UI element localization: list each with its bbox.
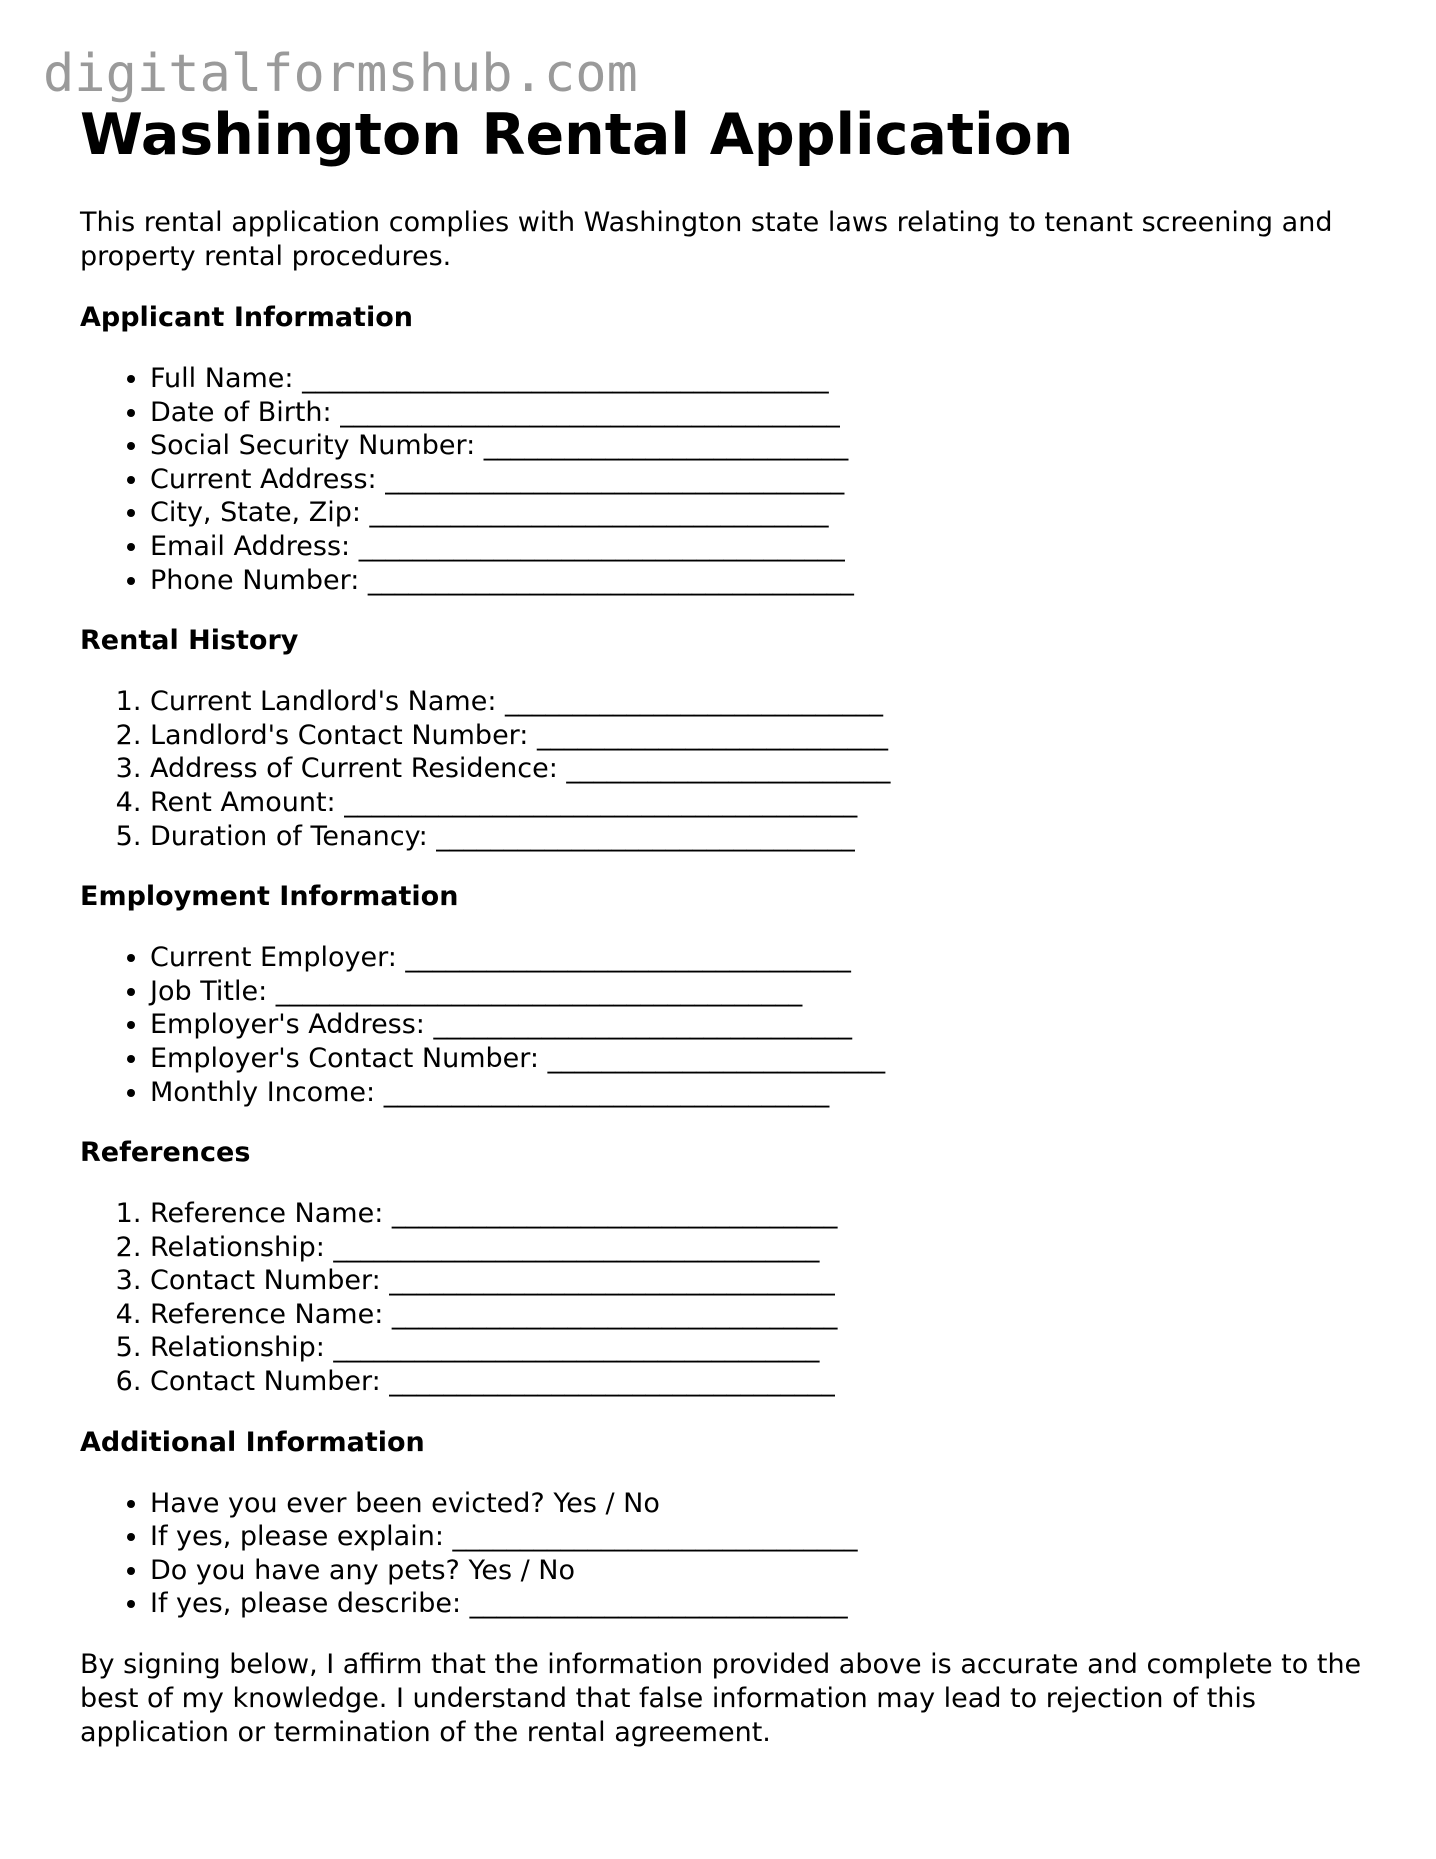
applicant-list	[80, 362, 1380, 597]
field-eviction-explanation: • If yes, please explain: ______________________________	[150, 1520, 1380, 1554]
document-body	[80, 100, 1380, 1750]
field-email: • Email Address: ____________________________________	[150, 530, 1380, 564]
section-heading-employment: Employment Information	[80, 881, 459, 913]
field-city-state-zip: • City, State, Zip: __________________________________	[150, 496, 1380, 530]
employment-list	[80, 941, 1380, 1109]
page-title: Washington Rental Application	[80, 102, 1074, 168]
references-list	[80, 1197, 1380, 1399]
field-pets-description: • If yes, please describe: ____________________________	[150, 1587, 1380, 1621]
field-employer-contact: • Employer's Contact Number: _________________________	[150, 1042, 1380, 1076]
field-reference-name-1: 1. Reference Name: _________________________________	[150, 1197, 1380, 1231]
field-contact-number-2: 6. Contact Number: _________________________________	[150, 1365, 1380, 1399]
field-employer-address: • Employer's Address: _______________________________	[150, 1008, 1380, 1042]
section-heading-additional: Additional Information	[80, 1426, 425, 1458]
intro-paragraph: This rental application complies with Washington state laws relating to tenant screening and property rental procedures.	[80, 207, 1333, 272]
field-monthly-income: • Monthly Income: _________________________________	[150, 1076, 1380, 1110]
field-ssn: • Social Security Number: ___________________________	[150, 429, 1380, 463]
field-phone: • Phone Number: ____________________________________	[150, 564, 1380, 598]
field-date-of-birth: • Date of Birth: _____________________________________	[150, 396, 1380, 430]
field-full-name: • Full Name: _______________________________________	[150, 362, 1380, 396]
field-reference-name-2: 4. Reference Name: _________________________________	[150, 1298, 1380, 1332]
section-heading-references: References	[80, 1137, 251, 1169]
field-current-employer: • Current Employer: _________________________________	[150, 941, 1380, 975]
field-rent-amount: 4. Rent Amount: ______________________________________	[150, 786, 1380, 820]
field-landlord-name: 1. Current Landlord's Name: ____________________________	[150, 685, 1380, 719]
watermark-text: digitalformshub.com	[43, 44, 638, 104]
section-heading-applicant: Applicant Information	[80, 302, 413, 333]
field-pets: • Do you have any pets? Yes / No	[150, 1554, 1380, 1588]
field-contact-number-1: 3. Contact Number: _________________________________	[150, 1264, 1380, 1298]
field-relationship-2: 5. Relationship: ____________________________________	[150, 1331, 1380, 1365]
section-heading-rental-history: Rental History	[80, 625, 299, 657]
rental-history-list	[80, 685, 1380, 853]
field-evicted: • Have you ever been evicted? Yes / No	[150, 1487, 1380, 1521]
field-residence-address: 3. Address of Current Residence: ________________________	[150, 752, 1380, 786]
field-current-address: • Current Address: __________________________________	[150, 463, 1380, 497]
field-job-title: • Job Title: _______________________________________	[150, 975, 1380, 1009]
field-landlord-contact: 2. Landlord's Contact Number: __________________________	[150, 719, 1380, 753]
closing-paragraph: By signing below, I affirm that the information provided above is accurate and complete to the best of my knowledge. I understand that false information may lead to rejection of this application or termination of the rental agreement.	[80, 1649, 1362, 1749]
field-relationship-1: 2. Relationship: ____________________________________	[150, 1231, 1380, 1265]
additional-list	[80, 1487, 1380, 1621]
field-tenancy-duration: 5. Duration of Tenancy: _______________________________	[150, 820, 1380, 854]
